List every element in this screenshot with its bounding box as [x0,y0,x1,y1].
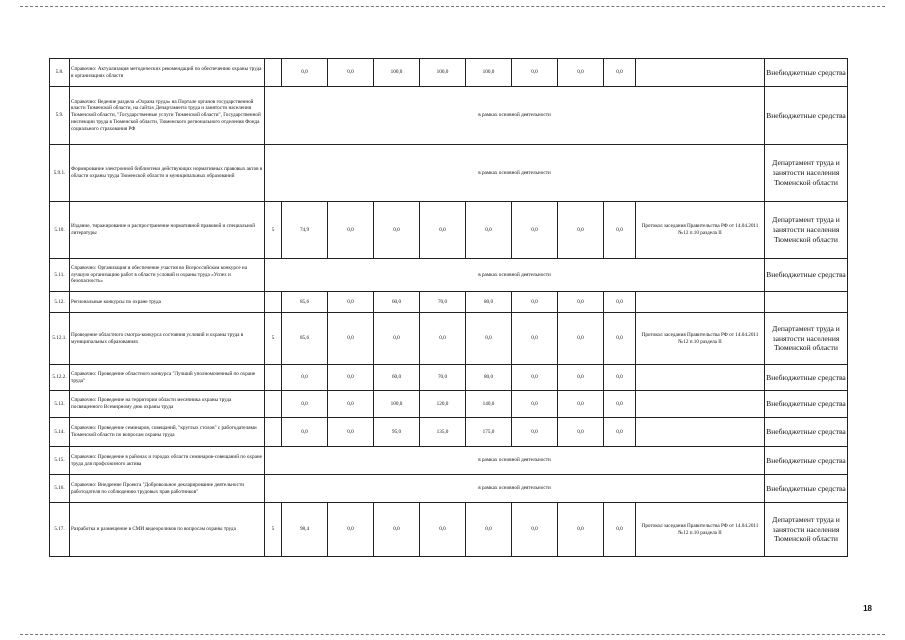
document-reference [636,365,765,391]
value-cell: 0,0 [328,503,374,557]
unit-cell [265,418,282,447]
merged-note: в рамках основной деятельности [265,259,765,292]
value-cell: 0,0 [558,365,604,391]
measure-name: Издание, тиражирование и распространение нормативной правовой и специальной литературы [70,202,265,259]
value-cell: 0,0 [558,391,604,418]
value-cell: 100,0 [374,59,420,87]
document-reference [636,59,765,87]
value-cell: 120,0 [420,391,466,418]
document-reference [636,391,765,418]
value-cell: 95,0 [374,418,420,447]
table-row [50,59,848,87]
unit-cell: 5 [265,313,282,365]
document-reference: Протокол заседания Правительства РФ от 14.04.2011 №12 п.10 раздела II [636,202,765,259]
value-cell: 0,0 [374,313,420,365]
responsible-party: Внебюджетные средства [765,87,848,145]
value-cell: 80,0 [466,365,512,391]
value-cell: 0,0 [512,292,558,313]
scan-top-rule [20,6,885,7]
measure-name: Региональные конкурсы по охране труда [70,292,265,313]
responsible-party [765,292,848,313]
table-row [50,87,848,145]
unit-cell [265,365,282,391]
value-cell: 0,0 [374,202,420,259]
value-cell: 0,0 [604,365,636,391]
responsible-party: Внебюджетные средства [765,259,848,292]
value-cell: 74,9 [282,202,328,259]
value-cell: 60,0 [374,292,420,313]
value-cell: 0,0 [466,313,512,365]
measure-name: Справочно: Проведение областного конкурса "Лучший уполномоченный по охране труда" [70,365,265,391]
value-cell: 0,0 [328,391,374,418]
value-cell: 0,0 [558,202,604,259]
table-row [50,202,848,259]
document-reference: Протокол заседания Правительства РФ от 14.04.2011 №12 п.10 раздела II [636,313,765,365]
merged-note: в рамках основной деятельности [265,447,765,475]
value-cell: 0,0 [420,503,466,557]
responsible-party: Департамент труда и занятости населения Тюменской области [765,313,848,365]
row-number: 5.12. [50,292,70,313]
merged-note: в рамках основной деятельности [265,87,765,145]
value-cell: 0,0 [512,202,558,259]
value-cell: 70,0 [420,365,466,391]
responsible-party: Внебюджетные средства [765,418,848,447]
row-number: 5.14. [50,418,70,447]
document-reference [636,418,765,447]
table-row [50,313,848,365]
responsible-party: Внебюджетные средства [765,59,848,87]
value-cell: 100,0 [466,59,512,87]
row-number: 5.10. [50,202,70,259]
table-row [50,475,848,503]
value-cell: 0,0 [604,418,636,447]
measure-name: Справочно: Проведение семинаров, совещаний, "круглых столов" с работодателями Тюменской области по вопросам охраны труда [70,418,265,447]
value-cell: 0,0 [604,292,636,313]
value-cell: 85,6 [282,313,328,365]
value-cell: 0,0 [512,391,558,418]
value-cell: 0,0 [282,59,328,87]
unit-cell [265,292,282,313]
value-cell: 175,0 [466,418,512,447]
value-cell: 0,0 [374,503,420,557]
value-cell: 0,0 [604,313,636,365]
table-row [50,503,848,557]
merged-note: в рамках основной деятельности [265,145,765,202]
responsible-party: Департамент труда и занятости населения Тюменской области [765,503,848,557]
value-cell: 0,0 [512,365,558,391]
value-cell: 0,0 [466,202,512,259]
measure-name: Справочно: Ведение раздела «Охрана труда» на Портале органов государственной власти Тюменской области, на сайтах Департамента труда и занятости населения Тюменской области, "Государственные услуги Тюменской области", Государственной инспекции труда в Тюменской области, Тюменского регионального отделения Фонда социального страхования РФ [70,87,265,145]
value-cell: 0,0 [328,292,374,313]
table-row [50,365,848,391]
value-cell: 0,0 [558,418,604,447]
value-cell: 0,0 [512,59,558,87]
value-cell: 0,0 [604,202,636,259]
table-row [50,418,848,447]
row-number: 5.13. [50,391,70,418]
table-row [50,145,848,202]
measure-name: Разработка и размещение в СМИ видеороликов по вопросам охраны труда [70,503,265,557]
table-row [50,447,848,475]
value-cell: 100,0 [374,391,420,418]
merged-note: в рамках основной деятельности [265,475,765,503]
value-cell: 60,0 [374,365,420,391]
measure-name: Справочно: Актуализация методических рекомендаций по обеспечению охраны труда в организациях области [70,59,265,87]
value-cell: 98,4 [282,503,328,557]
measures-table [49,58,848,557]
row-number: 5.8. [50,59,70,87]
row-number: 5.16. [50,475,70,503]
row-number: 5.12.1. [50,313,70,365]
value-cell: 0,0 [328,365,374,391]
value-cell: 100,0 [420,59,466,87]
value-cell: 0,0 [604,59,636,87]
row-number: 5.9.1. [50,145,70,202]
measure-name: Справочно: Внедрение Проекта "Добровольное декларирование деятельности работодателя по соблюдению трудовых прав работников" [70,475,265,503]
document-reference [636,292,765,313]
scan-bottom-rule [20,634,885,635]
page-number: 18 [863,604,872,613]
measure-name: Формирование электронной библиотеки действующих нормативных правовых актов в области охраны труда Тюменской области и муниципальных образований [70,145,265,202]
measure-name: Проведение областного смотра-конкурса состояния условий и охраны труда в муниципальных образованиях [70,313,265,365]
value-cell: 0,0 [282,418,328,447]
value-cell: 0,0 [558,292,604,313]
value-cell: 85,6 [282,292,328,313]
row-number: 5.17. [50,503,70,557]
value-cell: 0,0 [328,59,374,87]
value-cell: 0,0 [512,503,558,557]
unit-cell: 5 [265,202,282,259]
value-cell: 70,0 [420,292,466,313]
unit-cell: 5 [265,503,282,557]
row-number: 5.9. [50,87,70,145]
row-number: 5.15. [50,447,70,475]
table-row [50,259,848,292]
value-cell: 0,0 [558,59,604,87]
responsible-party: Департамент труда и занятости населения Тюменской области [765,202,848,259]
value-cell: 140,0 [466,391,512,418]
value-cell: 80,0 [466,292,512,313]
value-cell: 0,0 [558,313,604,365]
value-cell: 135,0 [420,418,466,447]
measure-name: Справочно: Проведение на территории области месячника охраны труда посвященного Всемирному дню охраны труда [70,391,265,418]
measure-name: Справочно: Проведение в районах и городах области семинаров-совещаний по охране труда для профсоюзного актива [70,447,265,475]
table-row [50,391,848,418]
value-cell: 0,0 [466,503,512,557]
row-number: 5.11. [50,259,70,292]
responsible-party: Департамент труда и занятости населения Тюменской области [765,145,848,202]
value-cell: 0,0 [282,391,328,418]
table-row [50,292,848,313]
value-cell: 0,0 [420,313,466,365]
measure-name: Справочно: Организация и обеспечение участия во Всероссийском конкурсе на лучшую организацию работ в области условий и охраны труда «Успех и безопасность» [70,259,265,292]
responsible-party: Внебюджетные средства [765,475,848,503]
value-cell: 0,0 [512,313,558,365]
responsible-party: Внебюджетные средства [765,391,848,418]
value-cell: 0,0 [558,503,604,557]
value-cell: 0,0 [328,418,374,447]
unit-cell [265,391,282,418]
value-cell: 0,0 [328,202,374,259]
value-cell: 0,0 [604,503,636,557]
document-reference: Протокол заседания Правительства РФ от 14.04.2011 №12 п.10 раздела II [636,503,765,557]
value-cell: 0,0 [512,418,558,447]
unit-cell [265,59,282,87]
responsible-party: Внебюджетные средства [765,365,848,391]
value-cell: 0,0 [328,313,374,365]
value-cell: 0,0 [420,202,466,259]
row-number: 5.12.2. [50,365,70,391]
value-cell: 0,0 [282,365,328,391]
value-cell: 0,0 [604,391,636,418]
responsible-party: Внебюджетные средства [765,447,848,475]
